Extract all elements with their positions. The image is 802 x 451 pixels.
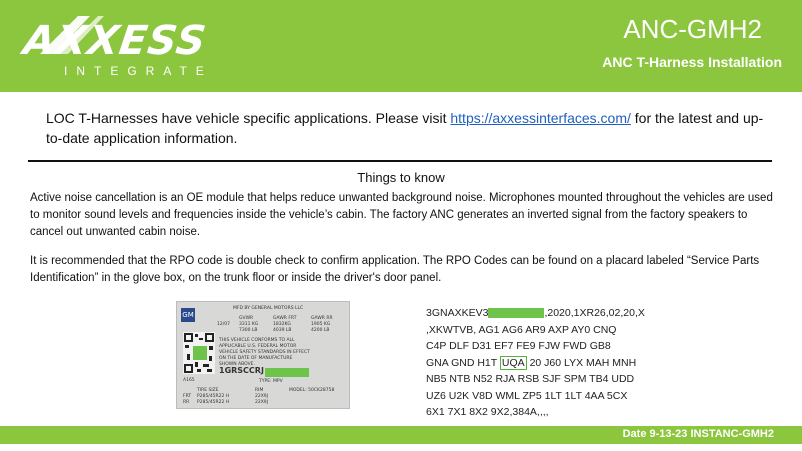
placard-gawr-frt-kg: 1832KG [273, 322, 291, 327]
placard-gawr-rr-kg: 1905 KG [311, 322, 331, 327]
placard-tire-size-label: TIRE SIZE [197, 388, 219, 393]
placard-gawr-frt-lb: 4039 LB [273, 328, 292, 333]
intro-text-before: LOC T-Harnesses have vehicle specific applications. Please visit [46, 110, 451, 126]
placard-vin-prefix: 1GRSCCRJ [219, 366, 264, 375]
placard-model: MODEL: 50CK28758 [289, 388, 335, 393]
rpo-line-3: C4P DLF D31 EF7 FE9 FJW FWD GB8 [426, 340, 611, 352]
footer-date-code: Date 9-13-23 INSTANC-GMH2 [622, 428, 774, 440]
rpo-vin-prefix: 3GNAXKEV3 [426, 307, 489, 319]
rpo-line-4-after: 20 J60 LYX MAH MNH [526, 356, 637, 369]
placard-type: TYPE: MPV [259, 379, 283, 384]
divider-rule [28, 160, 772, 162]
placard-frt-tire: P285/45R22 H [197, 394, 230, 399]
placard-rr-tire: P285/45R22 H [197, 400, 230, 405]
placard-statement-line-4: ON THE DATE OF MANUFACTURE [219, 356, 293, 361]
placard-gvwr-label: GVWR [239, 316, 254, 321]
axxess-website-link[interactable]: https://axxessinterfaces.com/ [450, 110, 631, 126]
rpo-line-7: 6X1 7X1 8X2 9X2,384A,,,, [426, 406, 549, 418]
rpo-code-block [426, 305, 656, 421]
placard-gawr-rr-label: GAWR RR [311, 316, 333, 321]
rpo-line-4 [426, 355, 656, 372]
placard-rr-label: RR [183, 400, 190, 405]
qr-redaction-block [193, 346, 207, 360]
vin-redaction-block [265, 368, 309, 377]
placard-gvwr-kg: 3311 KG [239, 322, 259, 327]
placard-code: A165 [183, 378, 195, 383]
section-title: Things to know [357, 170, 445, 185]
vin-redaction-block [488, 308, 544, 318]
rpo-line-5: NB5 NTB N52 RJA RSB SJF SPM TB4 UDD [426, 373, 635, 385]
logo-subword: INTEGRATE [64, 64, 213, 78]
rpo-line-4-before: GNA GND H1T [426, 356, 500, 369]
placard-header: MFD BY GENERAL MOTORS LLC [233, 306, 304, 311]
rpo-line-1 [426, 305, 656, 322]
intro-text-after: for the latest and up-to-date application information. [46, 110, 764, 146]
service-placard-image [176, 301, 350, 409]
placard-rim-label: RIM [255, 388, 264, 393]
intro-paragraph [46, 108, 766, 148]
placard-frt-rim: 22X9J [255, 394, 268, 399]
header-banner [0, 0, 802, 92]
rpo-instruction-paragraph: It is recommended that the RPO code is double check to confirm application. The RPO Codes can be found on a placard labeled “Service Parts Identification” in the glove box, on the trunk floor or inside the driver's door panel. [30, 255, 760, 284]
placard-gvwr-lb: 7300 LB [239, 328, 258, 333]
document-subtitle: ANC T-Harness Installation [602, 54, 782, 70]
footer-bar [0, 426, 802, 444]
rpo-line-1-suffix: ,2020,1XR26,02,20,X [544, 307, 645, 319]
placard-date-code: 12/07 [217, 322, 230, 327]
axxess-logo [20, 10, 220, 82]
anc-description-paragraph: Active noise cancellation is an OE module that helps reduce unwanted background noise. Microphones mounted throughout the vehicles are used to monitor sound levels and frequencies inside the vehicle’s cabin. The factory ANC generates an inverted signal from the factory speakers to cancel out unwanted cabin noise. [30, 192, 773, 238]
placard-frt-label: FRT [183, 394, 192, 399]
logo-word: AXXESS [20, 18, 210, 64]
placard-statement-line-3: VEHICLE SAFETY STANDARDS IN EFFECT [219, 350, 310, 355]
rpo-line-2: ,XKWTVB, AG1 AG6 AR9 AXP AY0 CNQ [426, 323, 617, 336]
document-title: ANC-GMH2 [623, 14, 762, 44]
rpo-highlighted-code: UQA [501, 356, 525, 369]
placard-gawr-frt-label: GAWR FRT [273, 316, 297, 321]
placard-statement-line-1: THIS VEHICLE CONFORMS TO ALL [219, 338, 295, 343]
placard-statement-line-2: APPLICABLE U.S. FEDERAL MOTOR [219, 344, 297, 349]
placard-statement-line-5: SHOWN ABOVE. [219, 362, 255, 367]
gm-logo-icon: GM [181, 308, 195, 322]
rpo-line-6: UZ6 U2K V8D WML ZP5 1LT 1LT 4AA 5CX [426, 389, 628, 402]
placard-gawr-rr-lb: 4200 LB [311, 328, 330, 333]
placard-rr-rim: 22X9J [255, 400, 268, 405]
